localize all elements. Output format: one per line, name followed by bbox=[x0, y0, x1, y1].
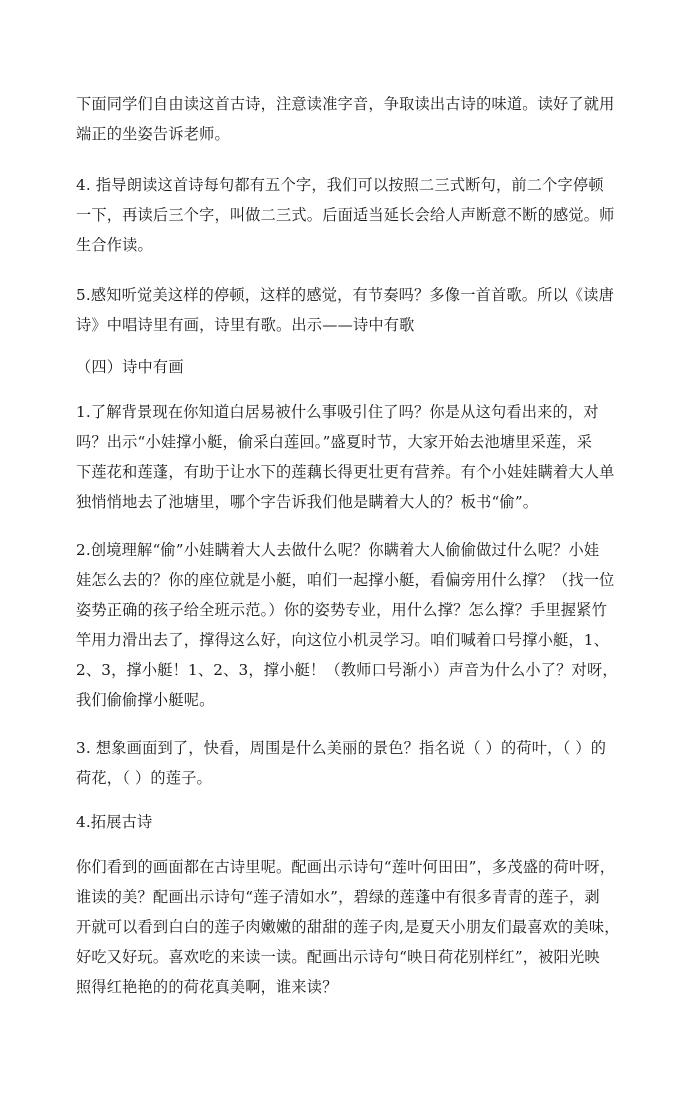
text-line: 荷花，（ ）的莲子。 bbox=[76, 769, 212, 787]
text-line: 好吃又好玩。喜欢吃的来读一读。配画出示诗句“映日荷花别样红”，被阳光映 bbox=[76, 948, 600, 966]
paragraph-free-reading bbox=[76, 89, 636, 149]
text-line: 下面同学们自由读这首古诗，注意读准字音，争取读出古诗的味道。读好了就用 bbox=[76, 95, 615, 113]
text-line: 谁读的美？配画出示诗句“莲子清如水”，碧绿的莲蓬中有很多青青的莲子，剥 bbox=[76, 888, 600, 906]
paragraph-extend-poems bbox=[76, 807, 636, 837]
paragraph-background bbox=[76, 397, 636, 517]
text-line: 一下，再读后三个字，叫做二三式。后面适当延长会给人声断意不断的感觉。师 bbox=[76, 206, 615, 224]
text-line: 4. 指导朗读这首诗每句都有五个字，我们可以按照二三式断句，前二个字停顿 bbox=[76, 176, 604, 194]
text-line: 5.感知听觉美这样的停顿，这样的感觉，有节奏吗？多像一首首歌。所以《读唐 bbox=[76, 286, 615, 304]
text-line: 生合作读。 bbox=[76, 236, 153, 254]
paragraph-imagine-scene bbox=[76, 733, 636, 793]
text-line: 2.创境理解“偷”小娃瞒着大人去做什么呢？你瞒着大人偷偷做过什么呢？小娃 bbox=[76, 541, 600, 559]
text-line: 1.了解背景现在你知道白居易被什么事吸引住了吗？你是从这句看出来的，对 bbox=[76, 403, 599, 421]
text-line: 下莲花和莲蓬，有助于让水下的莲藕长得更壮更有营养。有个小娃娃瞒着大人单 bbox=[76, 463, 615, 481]
text-line: 姿势正确的孩子给全班示范。）你的姿势专业，用什么撑？怎么撑？手里握紧竹 bbox=[76, 601, 607, 619]
text-line: 娃怎么去的？你的座位就是小艇，咱们一起撑小艇，看偏旁用什么撑？（找一位 bbox=[76, 571, 615, 589]
text-line: 你们看到的画面都在古诗里呢。配画出示诗句“莲叶何田田”，多茂盛的荷叶呀， bbox=[76, 858, 616, 876]
text-line: 4.拓展古诗 bbox=[76, 813, 153, 831]
text-line: 独悄悄地去了池塘里，哪个字告诉我们他是瞒着大人的？板书“偷”。 bbox=[76, 493, 539, 511]
text-line: 吗？出示“小娃撑小艇，偷采白莲回。”盛夏时节，大家开始去池塘里采莲，采 bbox=[76, 433, 593, 451]
text-line: 端正的坐姿告诉老师。 bbox=[76, 125, 230, 143]
section-heading-painting bbox=[76, 352, 636, 382]
section-heading: （四）诗中有画 bbox=[76, 358, 184, 376]
text-line: 3. 想象画面到了，快看，周围是什么美丽的景色？指名说（ ）的荷叶，（ ）的 bbox=[76, 739, 607, 757]
paragraph-guided-reading bbox=[76, 170, 636, 260]
text-line: 2、3，撑小艇！1、2、3，撑小艇！（教师口号渐小）声音为什么小了？对呀， bbox=[76, 661, 618, 679]
text-line: 开就可以看到白白的莲子肉嫩嫩的甜甜的莲子肉,是夏天小朋友们最喜欢的美味， bbox=[76, 918, 620, 936]
text-line: 竿用力滑出去了，撑得这么好，向这位小机灵学习。咱们喊着口号撑小艇，1、 bbox=[76, 631, 610, 649]
paragraph-poem-lines bbox=[76, 852, 636, 1002]
text-line: 诗》中唱诗里有画，诗里有歌。出示——诗中有歌 bbox=[76, 316, 415, 334]
text-line: 我们偷偷撑小艇呢。 bbox=[76, 691, 215, 709]
text-line: 照得红艳艳的的荷花真美啊，谁来读？ bbox=[76, 978, 338, 996]
paragraph-understanding-tou bbox=[76, 535, 636, 715]
paragraph-rhythm bbox=[76, 280, 636, 340]
